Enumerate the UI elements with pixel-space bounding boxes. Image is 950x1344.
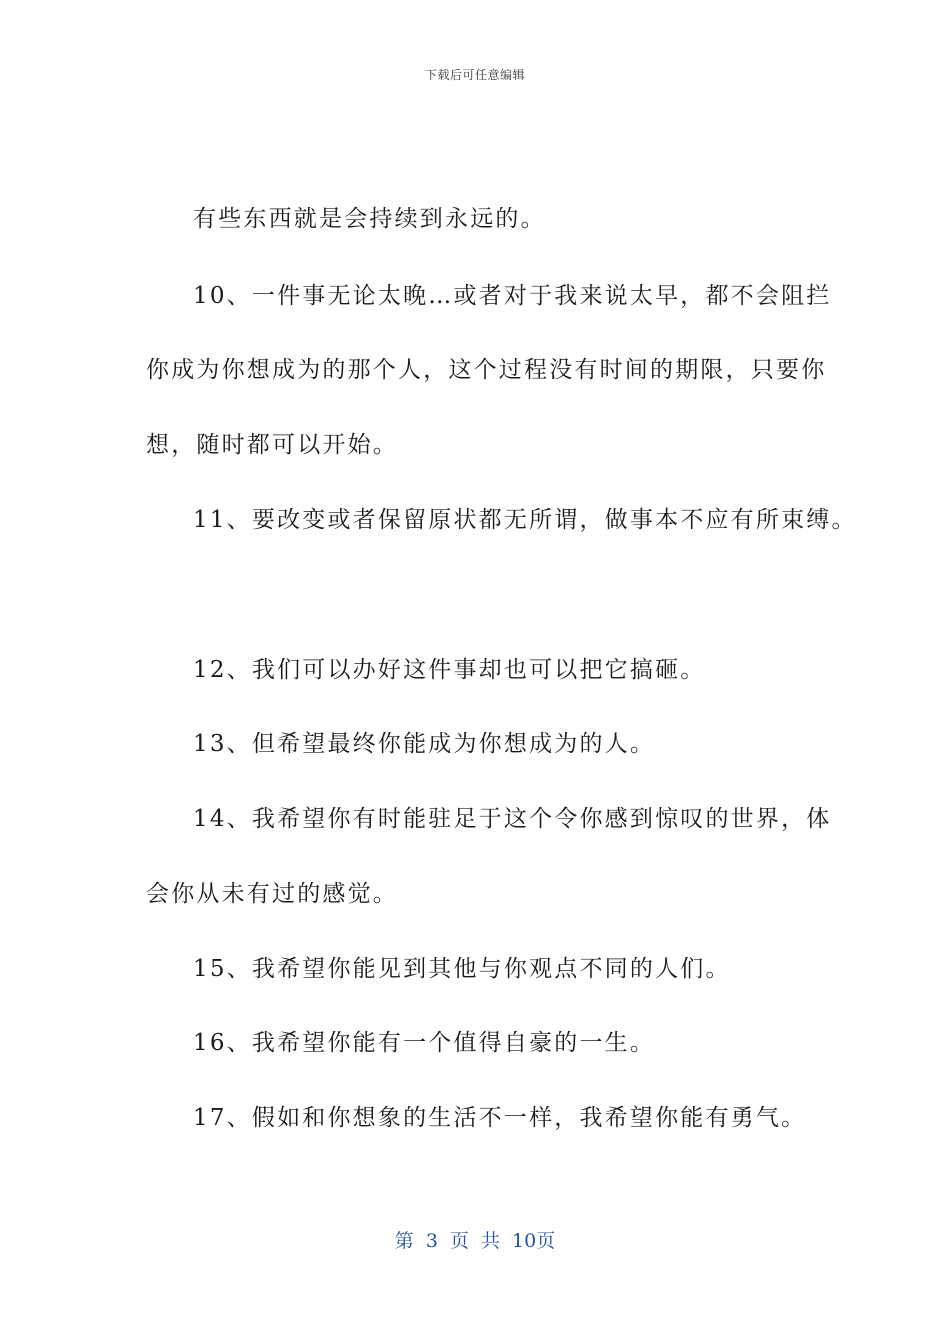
text-line: 10、一件事无论太晚…或者对于我来说太早，都不会阻拦	[193, 283, 832, 309]
page-number: 第 3 页 共 10页	[394, 1230, 556, 1252]
text-line: 会你从未有过的感觉。	[146, 881, 398, 907]
text-line: 有些东西就是会持续到永远的。	[193, 206, 546, 232]
text-line: 想，随时都可以开始。	[146, 432, 398, 458]
text-line: 12、我们可以办好这件事却也可以把它搞砸。	[193, 657, 706, 683]
text-line: 15、我希望你能见到其他与你观点不同的人们。	[193, 956, 731, 982]
text-line: 13、但希望最终你能成为你想成为的人。	[193, 731, 656, 757]
text-line: 14、我希望你有时能驻足于这个令你感到惊叹的世界，体	[193, 806, 832, 832]
text-line: 11、要改变或者保留原状都无所谓，做事本不应有所束缚。	[193, 507, 857, 533]
text-line: 17、假如和你想象的生活不一样，我希望你能有勇气。	[193, 1105, 807, 1131]
text-line: 你成为你想成为的那个人，这个过程没有时间的期限，只要你	[146, 357, 827, 383]
text-line: 16、我希望你能有一个值得自豪的一生。	[193, 1030, 656, 1056]
page-header: 下载后可任意编辑	[424, 68, 525, 82]
